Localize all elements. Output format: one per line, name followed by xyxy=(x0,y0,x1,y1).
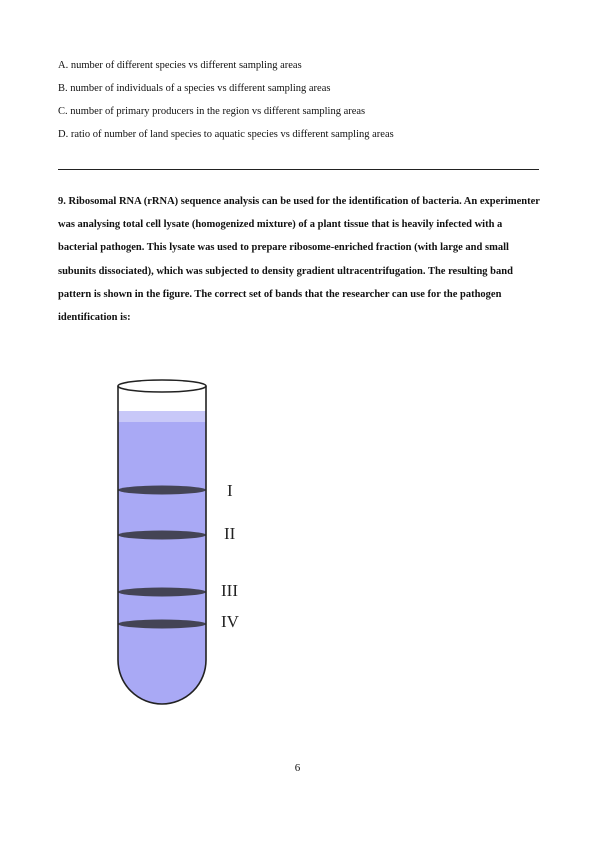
page-number: 6 xyxy=(294,762,301,774)
band-iii xyxy=(118,588,206,597)
band-ii xyxy=(118,531,206,540)
option-a: A. number of different species vs different sampling areas xyxy=(58,60,302,71)
band-label-ii: II xyxy=(224,524,236,543)
centrifuge-tube-figure xyxy=(100,370,280,740)
band-i xyxy=(118,486,206,495)
answer-options xyxy=(58,54,538,146)
centrifuge-tube-drawing xyxy=(100,370,280,740)
band-label-i: I xyxy=(227,481,233,500)
tube-rim xyxy=(118,380,206,392)
tube-liquid xyxy=(118,411,206,704)
band-iv xyxy=(118,620,206,629)
band-label-iii: III xyxy=(221,581,238,600)
question-9-text: 9. Ribosomal RNA (rRNA) sequence analysis can be used for the identification of bacteria. An experimenter was analysing total cell lysate (homogenized mixture) of a plant tissue that is heavily infected with a bacterial pathogen. This lysate was used to prepare ribosome-enriched fraction (with large and small subunits dissociated), which was subjected to density gradient ultracentrifugation. The resulting band pattern is shown in the figure. The correct set of bands that the researcher can use for the pathogen identification is: xyxy=(58,196,540,324)
option-b: B. number of individuals of a species vs different sampling areas xyxy=(58,83,331,94)
option-d: D. ratio of number of land species to aquatic species vs different sampling areas xyxy=(58,129,394,140)
option-c: C. number of primary producers in the region vs different sampling areas xyxy=(58,106,366,117)
section-divider xyxy=(58,169,539,170)
band-label-iv: IV xyxy=(221,612,239,631)
tube-meniscus xyxy=(118,411,206,422)
